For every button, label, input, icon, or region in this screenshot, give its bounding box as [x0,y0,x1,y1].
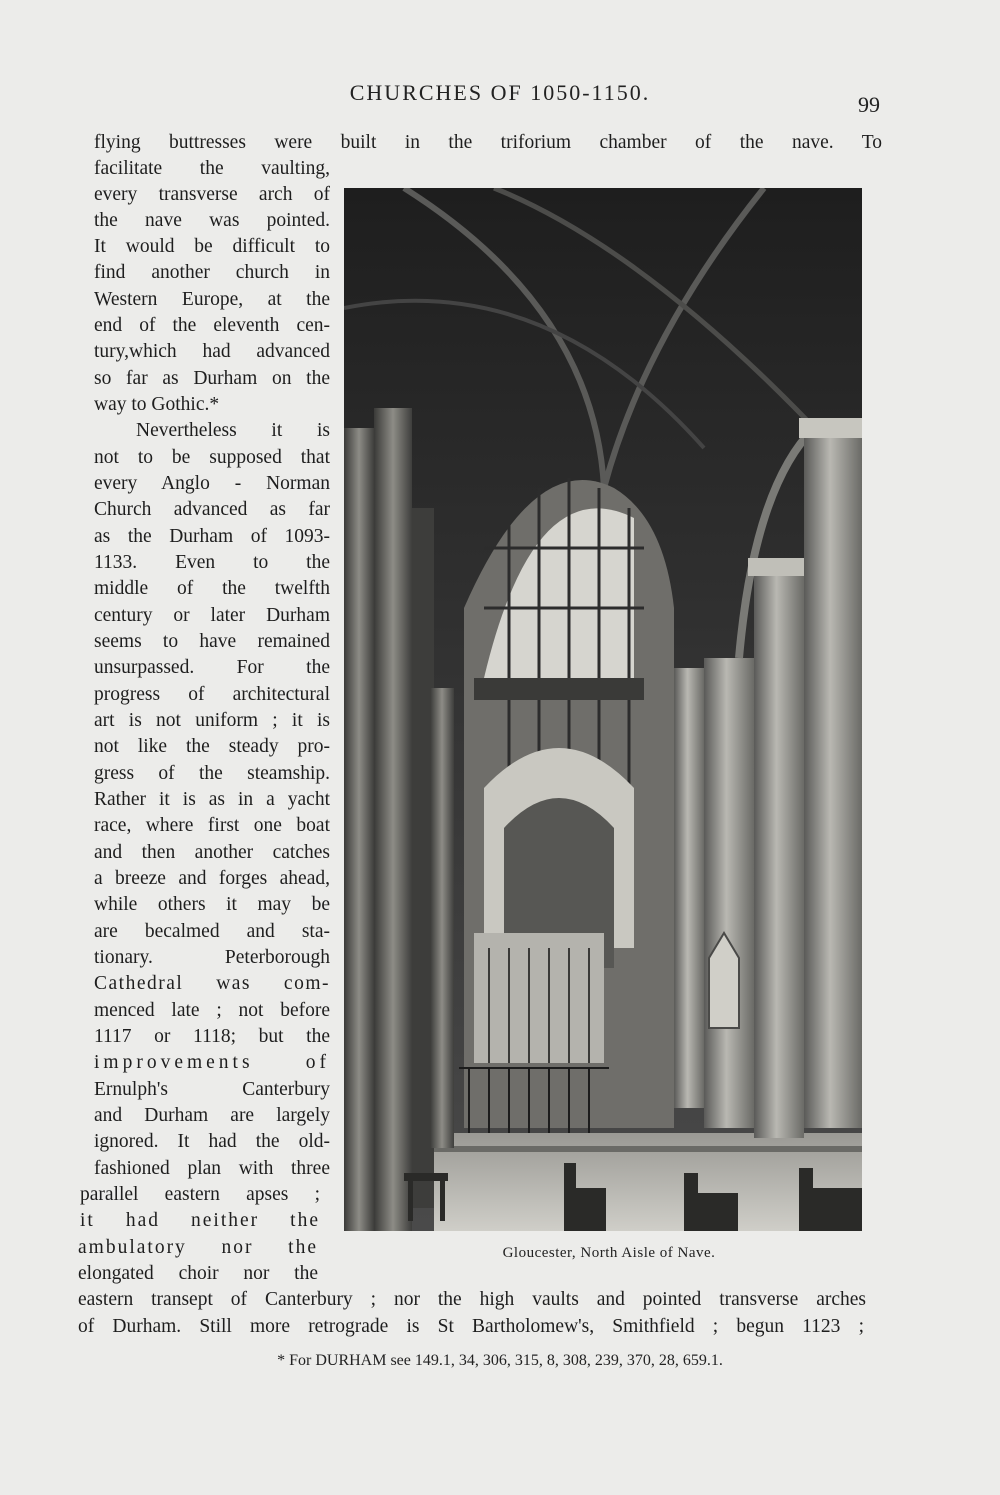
text-line: every transverse arch of [94,184,330,205]
text-line: and Durham are largely [94,1105,330,1126]
text-line: parallel eastern apses ; [80,1184,320,1205]
text-line: way to Gothic.* [94,394,220,415]
text-line: Western Europe, at the [94,289,330,310]
text-line: not like the steady pro- [94,736,330,757]
text-line: tury,which had advanced [94,341,330,362]
text-line: menced late ; not before [94,1000,330,1021]
text-line: art is not uniform ; it is [94,710,330,731]
text-line: unsurpassed. For the [94,657,330,678]
text-line: gress of the steamship. [94,763,330,784]
text-line: ignored. It had the old- [94,1131,330,1152]
text-line: as the Durham of 1093- [94,526,330,547]
text-line: eastern transept of Canterbury ; nor the high vaults and pointed transverse arches [78,1289,866,1310]
text-line: facilitate the vaulting, [94,158,330,179]
text-line: every Anglo - Norman [94,473,330,494]
text-line: race, where first one boat [94,815,330,836]
text-line: progress of architectural [94,684,330,705]
text-line: Rather it is as in a yacht [94,789,330,810]
text-line: Nevertheless it is [136,420,330,441]
text-line: the nave was pointed. [94,210,330,231]
text-line: end of the eleventh cen- [94,315,330,336]
footnote: * For DURHAM see 149.1, 34, 306, 315, 8, 308, 239, 370, 28, 659.1. [277,1352,723,1369]
text-line: tionary. Peterborough [94,947,330,968]
text-line: seems to have remained [94,631,330,652]
text-line: It would be difficult to [94,236,330,257]
text-line: Ernulph's Canterbury [94,1079,330,1100]
text-line: Church advanced as far [94,499,330,520]
text-line: a breeze and forges ahead, [94,868,330,889]
text-line: it had neither the [80,1210,320,1231]
text-line: flying buttresses were built in the triforium chamber of the nave. To [94,132,882,153]
text-line: improvements of [94,1052,330,1073]
text-line: are becalmed and sta- [94,921,330,942]
text-line: not to be supposed that [94,447,330,468]
text-line: while others it may be [94,894,330,915]
text-line: middle of the twelfth [94,578,330,599]
text-line: century or later Durham [94,605,330,626]
cathedral-illustration [344,188,862,1231]
text-line: 1133. Even to the [94,552,330,573]
text-line: so far as Durham on the [94,368,330,389]
text-line: elongated choir nor the [78,1263,318,1284]
text-line: 1117 or 1118; but the [94,1026,330,1047]
text-line: ambulatory nor the [78,1237,318,1258]
text-line: fashioned plan with three [94,1158,330,1179]
cathedral-photograph [344,188,862,1231]
text-line: Cathedral was com- [94,973,330,994]
text-line: find another church in [94,262,330,283]
text-line: of Durham. Still more retrograde is St Bartholomew's, Smithfield ; begun 1123 ; [78,1316,864,1337]
running-head: CHURCHES OF 1050-1150. [349,80,651,105]
text-line: and then another catches [94,842,330,863]
figure-caption: Gloucester, North Aisle of Nave. [502,1245,716,1261]
page-number: 99 [858,92,880,117]
